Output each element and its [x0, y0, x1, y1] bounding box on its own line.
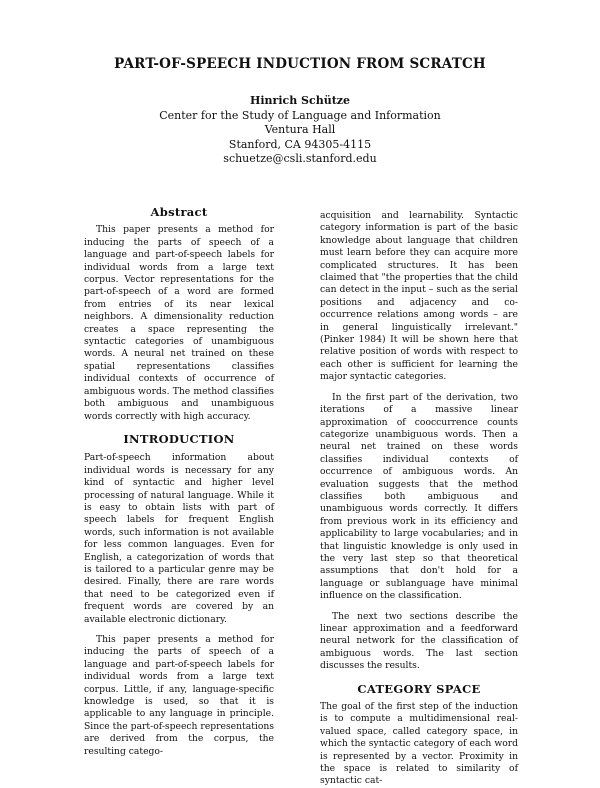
author-name: Hinrich Schütze: [249, 94, 351, 107]
author-email: schuetze@csli.stanford.edu: [223, 152, 377, 165]
category-space-paragraph-1: The goal of the first step of the induction is to compute a multidimensional real-valued space, called category space, in which the syntactic category of each word is represented by a vector. Proximity in the space is related to similarity of syntactic cat-: [320, 701, 518, 787]
paper-title: PART-OF-SPEECH INDUCTION FROM SCRATCH: [114, 56, 486, 72]
right-column: [320, 210, 518, 788]
abstract-heading: Abstract: [150, 205, 208, 219]
introduction-paragraph-1: Part-of-speech information about individual words is necessary for any kind of syntactic and higher level processing of natural language. While it is easy to obtain lists with part of speech labels for frequent English words, such information is not available for less common languages. Even for English, a categorization of words that is tailored to a particular genre may be desired. Finally, there are rare words that need to be categorized even if frequent words are covered by an available electronic dictionary.: [84, 452, 274, 625]
author-affiliation: Center for the Study of Language and Information: [159, 108, 441, 122]
author-location: Stanford, CA 94305-4115: [228, 137, 372, 151]
category-space-heading: CATEGORY SPACE: [357, 681, 481, 696]
author-building: Ventura Hall: [264, 123, 336, 136]
right-paragraph-3: The next two sections describe the linear approximation and a feedforward neural network for the classification of ambiguous words. The last section discusses the results.: [320, 610, 518, 672]
introduction-heading: INTRODUCTION: [123, 431, 235, 446]
introduction-paragraph-2: This paper presents a method for inducing the parts of speech of a language and part-of-speech labels for individual words from a large text corpus. Little, if any, language-specific knowledge is used, so that it is applicable to any language in principle. Since the part-of-speech representations are derived from the corpus, the resulting catego-: [84, 634, 274, 757]
right-paragraph-2: In the first part of the derivation, two iterations of a massive linear approximation of cooccurrence counts categorize unambiguous words. Then a neural net trained on these words classifies individual contexts of occurrence of ambiguous words. An evaluation suggests that the method classifies both ambiguous and unambiguous words correctly. It differs from previous work in its efficiency and applicability to large vocabularies; and in that linguistic knowledge is only used in the very last step so that theoretical assumptions that don't hold for a language or sublanguage have minimal influence on the classification.: [320, 391, 518, 602]
author-block: [0, 94, 600, 167]
left-column: [84, 206, 274, 758]
abstract-text: This paper presents a method for inducing the parts of speech of a language and part-of-speech labels for individual words from a large text corpus. Vector representations for the part-of-speech of a word are formed from entries of its near lexical neighbors. A dimensionality reduction creates a space representing the syntactic categories of unambiguous words. A neural net trained on these spatial representations classifies individual contexts of occurrence of ambiguous words. The method classifies both ambiguous and unambiguous words correctly with high accuracy.: [84, 224, 274, 422]
right-paragraph-1: acquisition and learnability. Syntactic category information is part of the basic knowledge about language that children must learn before they can acquire more complicated structures. It has been claimed that "the properties that the child can detect in the input – such as the serial positions and adjacency and co-occurrence relations among words – are in general linguistically irrelevant." (Pinker 1984) It will be shown here that relative position of words with respect to each other is sufficient for learning the major syntactic categories.: [320, 210, 518, 383]
